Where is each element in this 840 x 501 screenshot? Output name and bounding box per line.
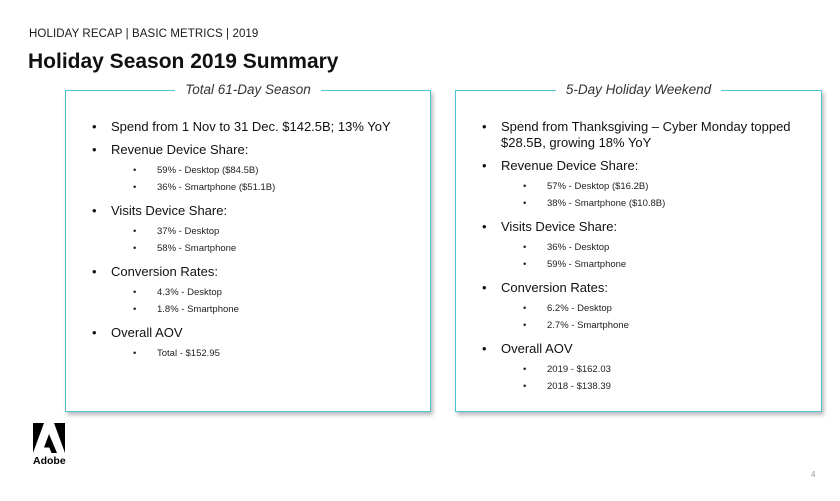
left-panel-list [90, 119, 414, 369]
list-item-text: Visits Device Share: [111, 203, 228, 218]
list-item-text: Revenue Device Share: [501, 158, 639, 173]
list-item [90, 264, 414, 318]
list-item-text: Overall AOV [111, 325, 183, 340]
sub-list-item: • 1.8% - Smartphone [111, 301, 414, 318]
list-item-text: Overall AOV [501, 341, 573, 356]
sub-list [111, 284, 414, 318]
list-item [90, 119, 414, 135]
slide-kicker: HOLIDAY RECAP | BASIC METRICS | 2019 [29, 28, 259, 40]
sub-list-item: • 58% - Smartphone [111, 240, 414, 257]
sub-list-item: • 2019 - $162.03 [501, 361, 805, 378]
sub-list-item: • 38% - Smartphone ($10.8B) [501, 195, 805, 212]
sub-list-item: • 4.3% - Desktop [111, 284, 414, 301]
sub-list-item: • 36% - Desktop [501, 239, 805, 256]
list-item [480, 219, 805, 273]
sub-list [501, 361, 805, 395]
sub-list-item: • 6.2% - Desktop [501, 300, 805, 317]
left-panel-heading-text: Total 61-Day Season [175, 82, 321, 97]
sub-list-item: • 59% - Desktop ($84.5B) [111, 162, 414, 179]
list-item-text: Conversion Rates: [111, 264, 218, 279]
list-item-text: Revenue Device Share: [111, 142, 249, 157]
list-item-text: Spend from 1 Nov to 31 Dec. $142.5B; 13% YoY [111, 119, 391, 134]
left-panel-heading [66, 82, 430, 97]
sub-list-item: • 2018 - $138.39 [501, 378, 805, 395]
sub-list-item: • 2.7% - Smartphone [501, 317, 805, 334]
slide-title: Holiday Season 2019 Summary [28, 50, 339, 73]
list-item [90, 142, 414, 196]
list-item [90, 203, 414, 257]
list-item [90, 325, 414, 362]
left-summary-panel [65, 82, 431, 412]
logo-wordmark: Adobe [33, 455, 66, 467]
sub-list [111, 223, 414, 257]
right-panel-heading-text: 5-Day Holiday Weekend [556, 82, 721, 97]
list-item-text: Visits Device Share: [501, 219, 618, 234]
adobe-logo-icon [33, 423, 65, 453]
sub-list [501, 178, 805, 212]
sub-list [501, 239, 805, 273]
right-summary-panel [455, 82, 822, 412]
list-item [480, 280, 805, 334]
adobe-logo [33, 423, 67, 467]
list-item [480, 119, 805, 151]
sub-list [111, 162, 414, 196]
sub-list-item: • 37% - Desktop [111, 223, 414, 240]
list-item [480, 158, 805, 212]
sub-list [501, 300, 805, 334]
sub-list-item: • 57% - Desktop ($16.2B) [501, 178, 805, 195]
list-item-text: Conversion Rates: [501, 280, 608, 295]
list-item [480, 341, 805, 395]
page-number: 4 [811, 470, 816, 479]
right-panel-heading [456, 82, 821, 97]
sub-list-item: • 59% - Smartphone [501, 256, 805, 273]
sub-list-item: • Total - $152.95 [111, 345, 414, 362]
sub-list-item: • 36% - Smartphone ($51.1B) [111, 179, 414, 196]
list-item-text: Spend from Thanksgiving – Cyber Monday topped $28.5B, growing 18% YoY [501, 119, 791, 150]
right-panel-list [480, 119, 805, 402]
sub-list [111, 345, 414, 362]
